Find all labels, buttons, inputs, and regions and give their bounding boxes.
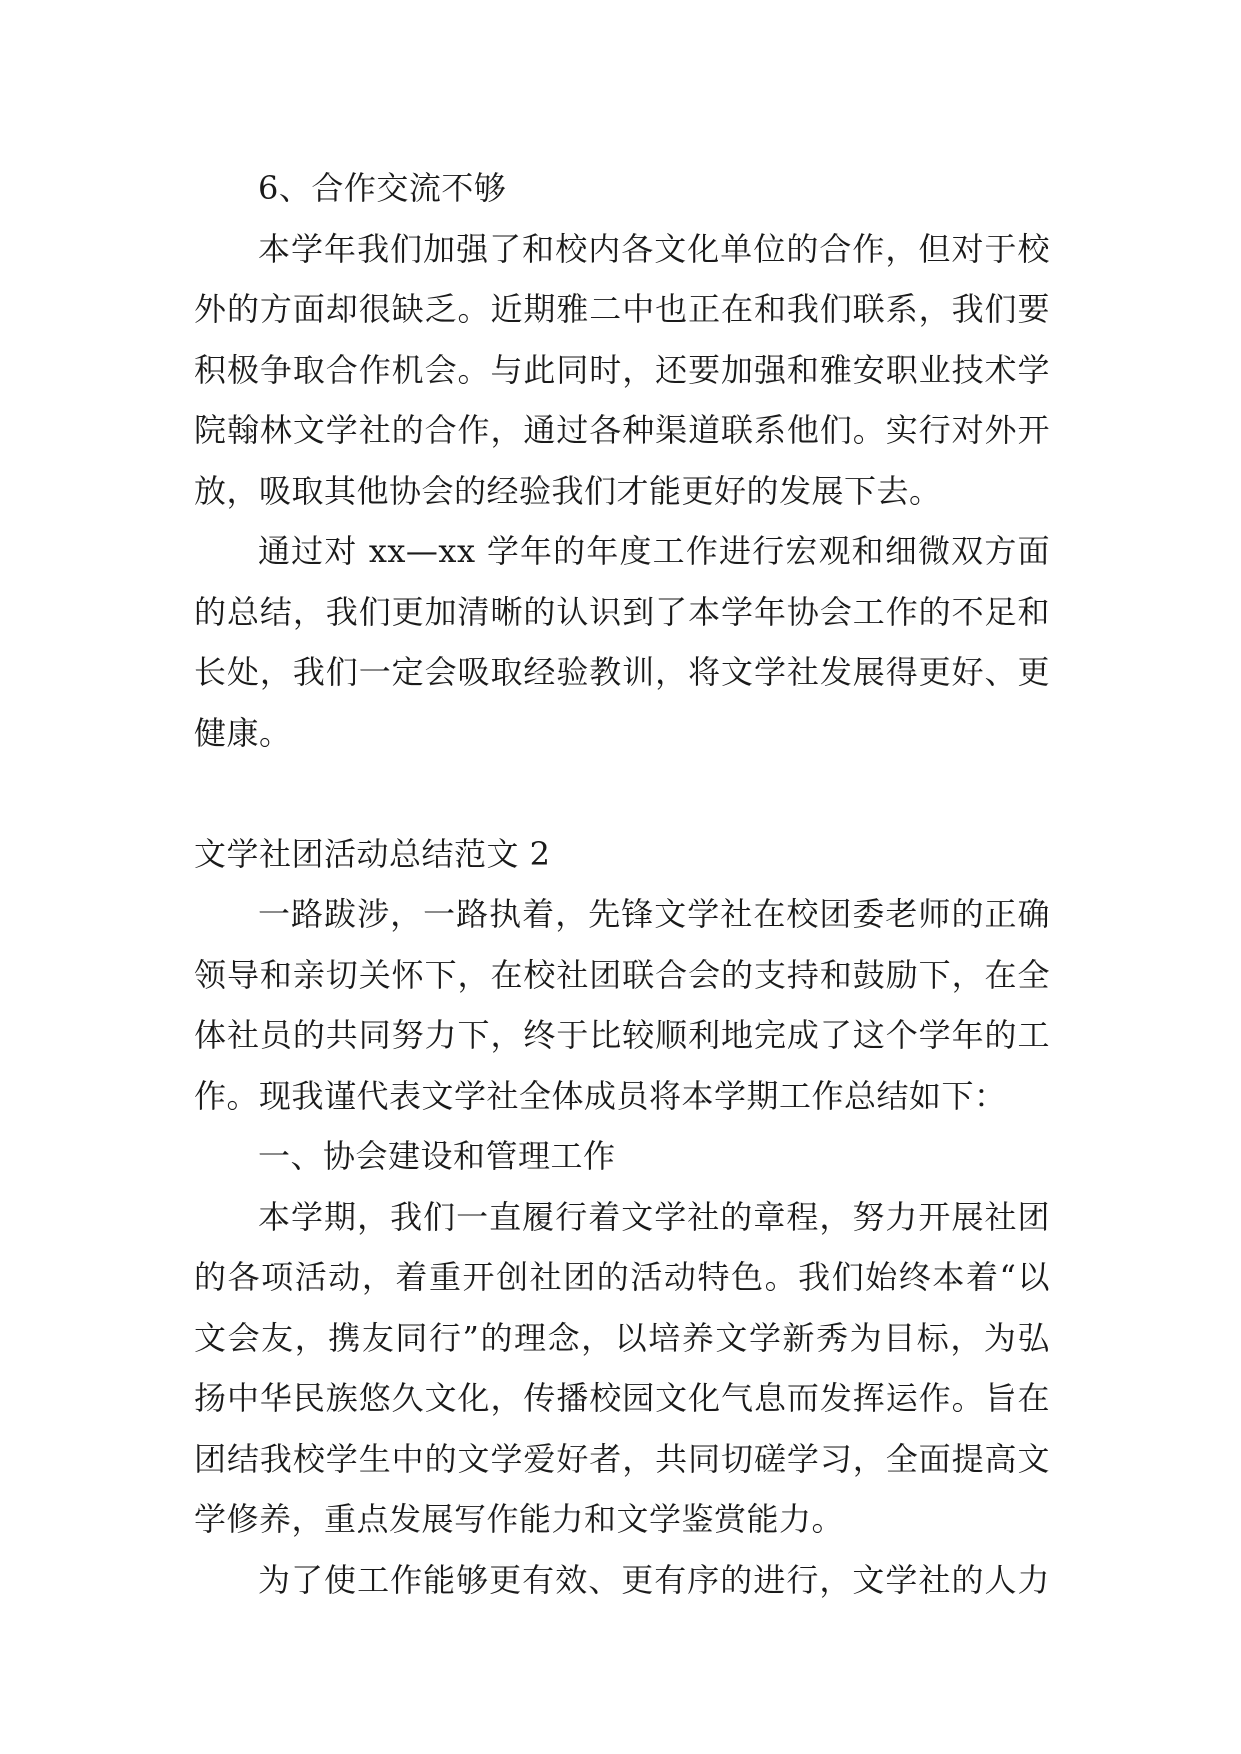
paragraph-line: 作。现我谨代表文学社全体成员将本学期工作总结如下： (194, 1076, 1007, 1115)
paragraph-line: 通过对 xx—xx 学年的年度工作进行宏观和细微双方面 (258, 532, 1050, 570)
document-body (194, 158, 1050, 1610)
paragraph-line: 健康。 (194, 713, 292, 752)
paragraph-line: 本学期，我们一直履行着文学社的章程，努力开展社团 (258, 1197, 1050, 1236)
paragraph-line: 放，吸取其他协会的经验我们才能更好的发展下去。 (194, 471, 942, 510)
paragraph-cooperation (194, 219, 1050, 522)
paragraph-line: 积极争取合作机会。与此同时，还要加强和雅安职业技术学 (194, 350, 1050, 389)
section-heading-management: 一、协会建设和管理工作 (258, 1137, 616, 1175)
paragraph-line: 文会友，携友同行”的理念，以培养文学新秀为目标，为弘 (194, 1318, 1050, 1357)
paragraph-summary (194, 521, 1050, 763)
paragraph-line: 外的方面却很缺乏。近期雅二中也正在和我们联系，我们要 (194, 290, 1050, 328)
paragraph-staffing (194, 1550, 1050, 1611)
paragraph-line: 领导和亲切关怀下，在校社团联合会的支持和鼓励下，在全 (194, 955, 1050, 994)
paragraph-line: 扬中华民族悠久文化，传播校园文化气息而发挥运作。旨在 (194, 1379, 1050, 1417)
paragraph-line: 学修养，重点发展写作能力和文学鉴赏能力。 (194, 1500, 845, 1538)
paragraph-line: 的各项活动，着重开创社团的活动特色。我们始终本着“以 (194, 1258, 1050, 1296)
article-title: 文学社团活动总结范文 2 (194, 834, 551, 873)
paragraph-line: 长处，我们一定会吸取经验教训，将文学社发展得更好、更 (194, 653, 1050, 691)
spacer (194, 763, 1050, 824)
paragraph-management (194, 1187, 1050, 1550)
paragraph-line: 团结我校学生中的文学爱好者，共同切磋学习，全面提高文 (194, 1439, 1050, 1478)
section-heading-cooperation: 6、合作交流不够 (258, 169, 507, 207)
paragraph-line: 院翰林文学社的合作，通过各种渠道联系他们。实行对外开 (194, 411, 1050, 449)
paragraph-line: 一路跋涉，一路执着，先锋文学社在校团委老师的正确 (258, 895, 1050, 933)
paragraph-line: 为了使工作能够更有效、更有序的进行，文学社的人力 (258, 1560, 1050, 1599)
paragraph-line: 的总结，我们更加清晰的认识到了本学年协会工作的不足和 (194, 592, 1050, 631)
paragraph-line: 本学年我们加强了和校内各文化单位的合作，但对于校 (258, 229, 1050, 268)
paragraph-intro (194, 884, 1050, 1126)
paragraph-line: 体社员的共同努力下，终于比较顺利地完成了这个学年的工 (194, 1016, 1050, 1054)
